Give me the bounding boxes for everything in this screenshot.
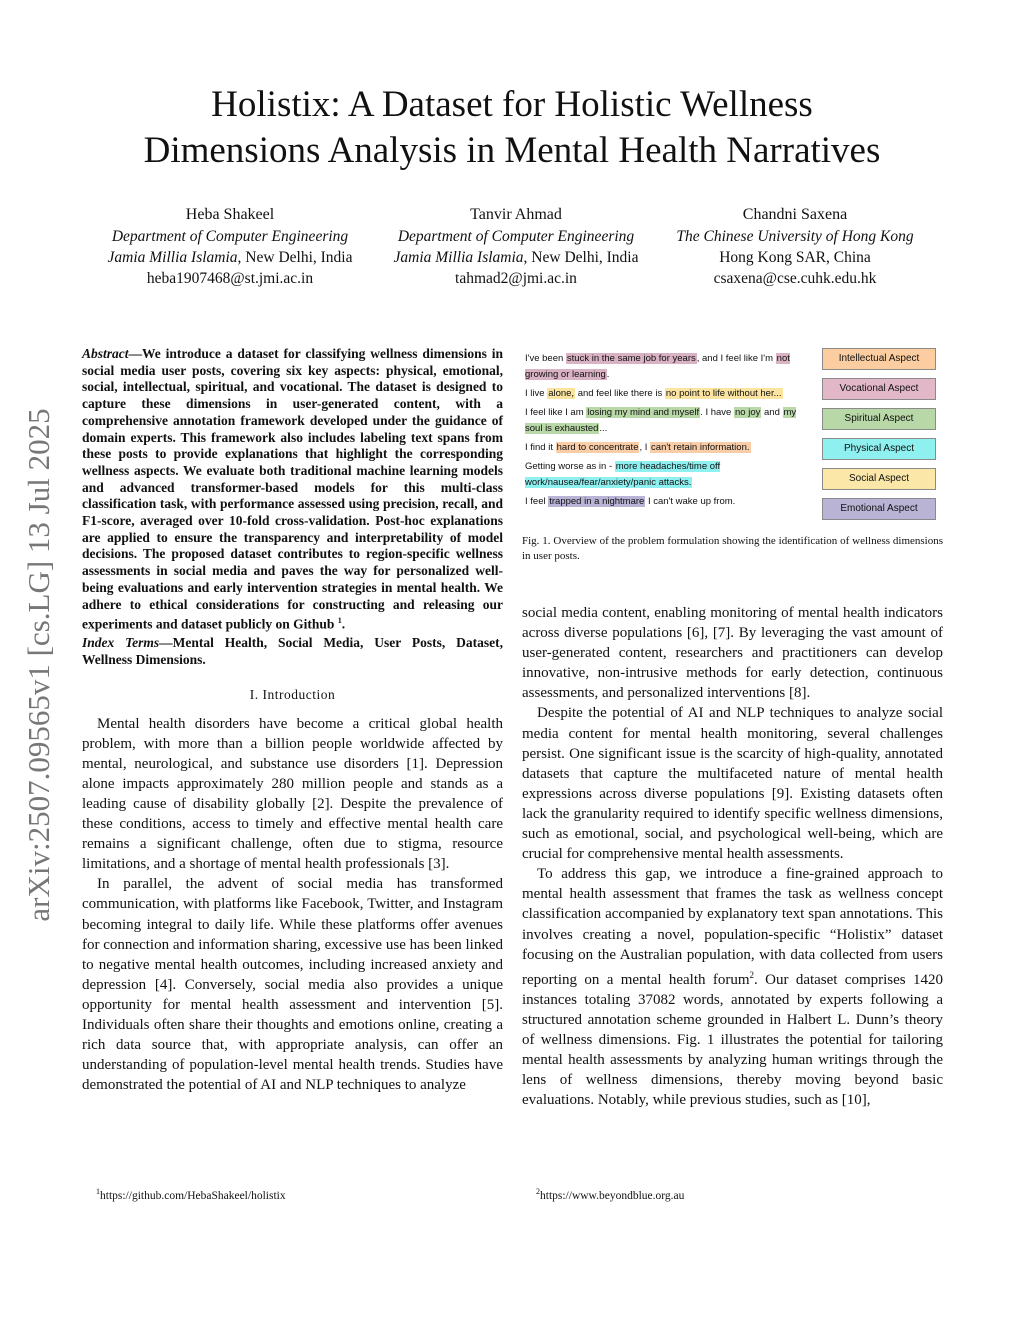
author-1: Heba Shakeel Department of Computer Engineering Jamia Millia Islamia, New Delhi, India heba1907468@st.jmi.ac.in (80, 204, 380, 289)
highlighted-span: can't retain information. (651, 442, 750, 453)
footnote-1: $^1$https://github.com/HebaShakeel/holistix (96, 1187, 286, 1202)
index-terms: Index Terms—Mental Health, Social Media, User Posts, Dataset, Wellness Dimensions. (82, 635, 503, 668)
paper-title: Holistix: A Dataset for Holistic Wellness Dimensions Analysis in Mental Health Narratives (143, 84, 881, 171)
figure-post-2 (525, 386, 810, 402)
post-text: , I (639, 442, 651, 453)
figure-post-4 (525, 440, 810, 456)
figure-1 (522, 346, 943, 522)
highlighted-span: my soul is exhausted (525, 407, 797, 434)
footnote-2: $^2$https://www.beyondblue.org.au (536, 1187, 685, 1202)
author-3: Chandni Saxena The Chinese University of Hong Kong Hong Kong SAR, China csaxena@cse.cuhk.edu.hk (645, 204, 945, 289)
post-text: I feel like I am (525, 407, 587, 418)
intro-right: social media content, enabling monitoring of mental health indicators across diverse populations [6], [7]. By leveraging the vast amount of user-generated content, researchers and practitioners can develop innovative, non-intrusive methods for early detection, continuous assessments, and personalized interventions [8]. Despite the potential of AI and NLP techniques to analyze social media content for mental health monitoring, several challenges persist. One significant issue is the scarcity of high-quality, annotated datasets that capture the multifaceted nature of mental health expressions across diverse populations [9]. Existing datasets often lack the granularity required to identify specific wellness dimensions, such as emotional, social, and psychological well-being, which are crucial for comprehensive mental health assessments. To address this gap, we introduce a fine-grained approach to mental health assessment that frames the task as wellness concept classification accompanied by explanatory text span annotations. This involves creating a novel, population-specific “Holistix” dataset focusing on the Australian population, with data collected from users reporting on a mental health forum$^2$. Our dataset comprises 1420 instances totaling 37082 words, annotated by experts following a structured annotation scheme grounded in Halbert L. Dunn’s theory of wellness dimensions. Fig. 1 illustrates the potential for tailoring mental health assessments by analyzing human writings through the lens of wellness dimensions, thereby moving beyond basic evaluations. Notably, while previous studies, such as [10], (522, 605, 943, 1109)
left-column (82, 346, 503, 1095)
figure-post-5 (525, 459, 810, 491)
figure-labels (822, 348, 936, 528)
intro-left: Mental health disorders have become a critical global health problem, with more than a billion people worldwide affected by mental, neurological, and substance use disorders [1]. Depression alone impacts approximately 280 million people and stands as a leading cause of disability globally [2]. Despite the prevalence of these conditions, access to timely and effective mental health care remains a significant challenge, often due to stigma, resource limitations, and a shortage of mental health professionals [3]. In parallel, the advent of social media has transformed communication, with platforms like Facebook, Twitter, and Instagram becoming integral to daily life. While these platforms offer avenues for connection and information sharing, excessive use has been linked to negative mental health outcomes, including increased anxiety and depression [4]. Conversely, social media also provides a unique opportunity for mental health assessment and intervention [5]. Individuals often share their thoughts and emotions online, creating a rich data source that, with appropriate analysis, can offer an understanding of population-level mental health trends. Studies have demonstrated the potential of AI and NLP techniques to analyze (82, 715, 503, 1094)
post-text: and (761, 407, 783, 418)
post-text: ... (599, 423, 608, 434)
highlighted-span: not growing or learning (525, 353, 790, 380)
post-text: , and I feel like I'm (696, 353, 776, 364)
post-text: I can't wake up from. (645, 496, 736, 507)
emotional-aspect-label: Emotional Aspect (822, 498, 936, 520)
post-text: I find it (525, 442, 556, 453)
author-1-email: heba1907468@st.jmi.ac.in (146, 270, 314, 287)
highlighted-span: trapped in a nightmare (549, 496, 645, 507)
intellectual-aspect-label: Intellectual Aspect (822, 348, 936, 370)
post-text: I've been (525, 353, 566, 364)
abstract: Abstract—We introduce a dataset for classifying wellness dimensions in social media user posts, covering six key aspects: physical, emotional, social, intellectual, spiritual, and vocational. The dataset is designed to capture these dimensions in user-generated content, with a comprehensive annotation framework developed under the guidance of domain experts. This framework also includes labeling text spans from these posts to provide explanations that highlight the corresponding wellness aspects. We evaluate both traditional machine learning models and advanced transformer-based models for this multi-class classification task, with performance assessed using precision, recall, and F1-score, averaged over 10-fold cross-validation. Post-hoc explanations are applied to ensure the transparency and interpretability of model decisions. The proposed dataset contributes to region-specific wellness assessments in social media and paves the way for personalized well-being evaluations and early intervention strategies in mental health. We adhere to ethical considerations for constructing and releasing our experiments and dataset publicly on Github $^1$. (82, 346, 503, 632)
section-heading: I. Introduction (249, 686, 336, 702)
highlighted-span: losing my mind and myself (587, 407, 700, 418)
highlighted-span: no joy (735, 407, 761, 418)
figure-post-6 (525, 494, 810, 510)
highlighted-span: stuck in the same job for years (566, 353, 696, 364)
spiritual-aspect-label: Spiritual Aspect (822, 408, 936, 430)
author-2-email: tahmad2@jmi.ac.in (455, 270, 577, 287)
figure-post-3 (525, 405, 810, 437)
author-3-email: csaxena@cse.cuhk.edu.hk (713, 270, 877, 287)
figure-posts (525, 351, 810, 513)
figure-caption: Fig. 1. Overview of the problem formulation showing the identification of wellness dimensions in user posts. (522, 535, 943, 562)
figure-post-1 (525, 351, 810, 383)
arxiv-side-label: arXiv:2507.09565v1 [cs.LG] 13 Jul 2025 (21, 408, 56, 922)
highlighted-span: alone, (548, 388, 575, 399)
highlighted-span: no point to life without her... (665, 388, 782, 399)
highlighted-span: more headaches/time off work/nausea/fear/anxiety/panic attacks. (525, 461, 721, 488)
physical-aspect-label: Physical Aspect (822, 438, 936, 460)
post-text: I live (525, 388, 548, 399)
social-aspect-label: Social Aspect (822, 468, 936, 490)
post-text: and feel like there is (575, 388, 665, 399)
post-text: . I have (700, 407, 734, 418)
post-text: I feel (525, 496, 549, 507)
author-2: Tanvir Ahmad Department of Computer Engineering Jamia Millia Islamia, New Delhi, India tahmad2@jmi.ac.in (366, 204, 666, 289)
vocational-aspect-label: Vocational Aspect (822, 378, 936, 400)
post-text: . (606, 369, 610, 380)
highlighted-span: hard to concentrate (556, 442, 639, 453)
post-text: Getting worse as in - (525, 461, 615, 472)
